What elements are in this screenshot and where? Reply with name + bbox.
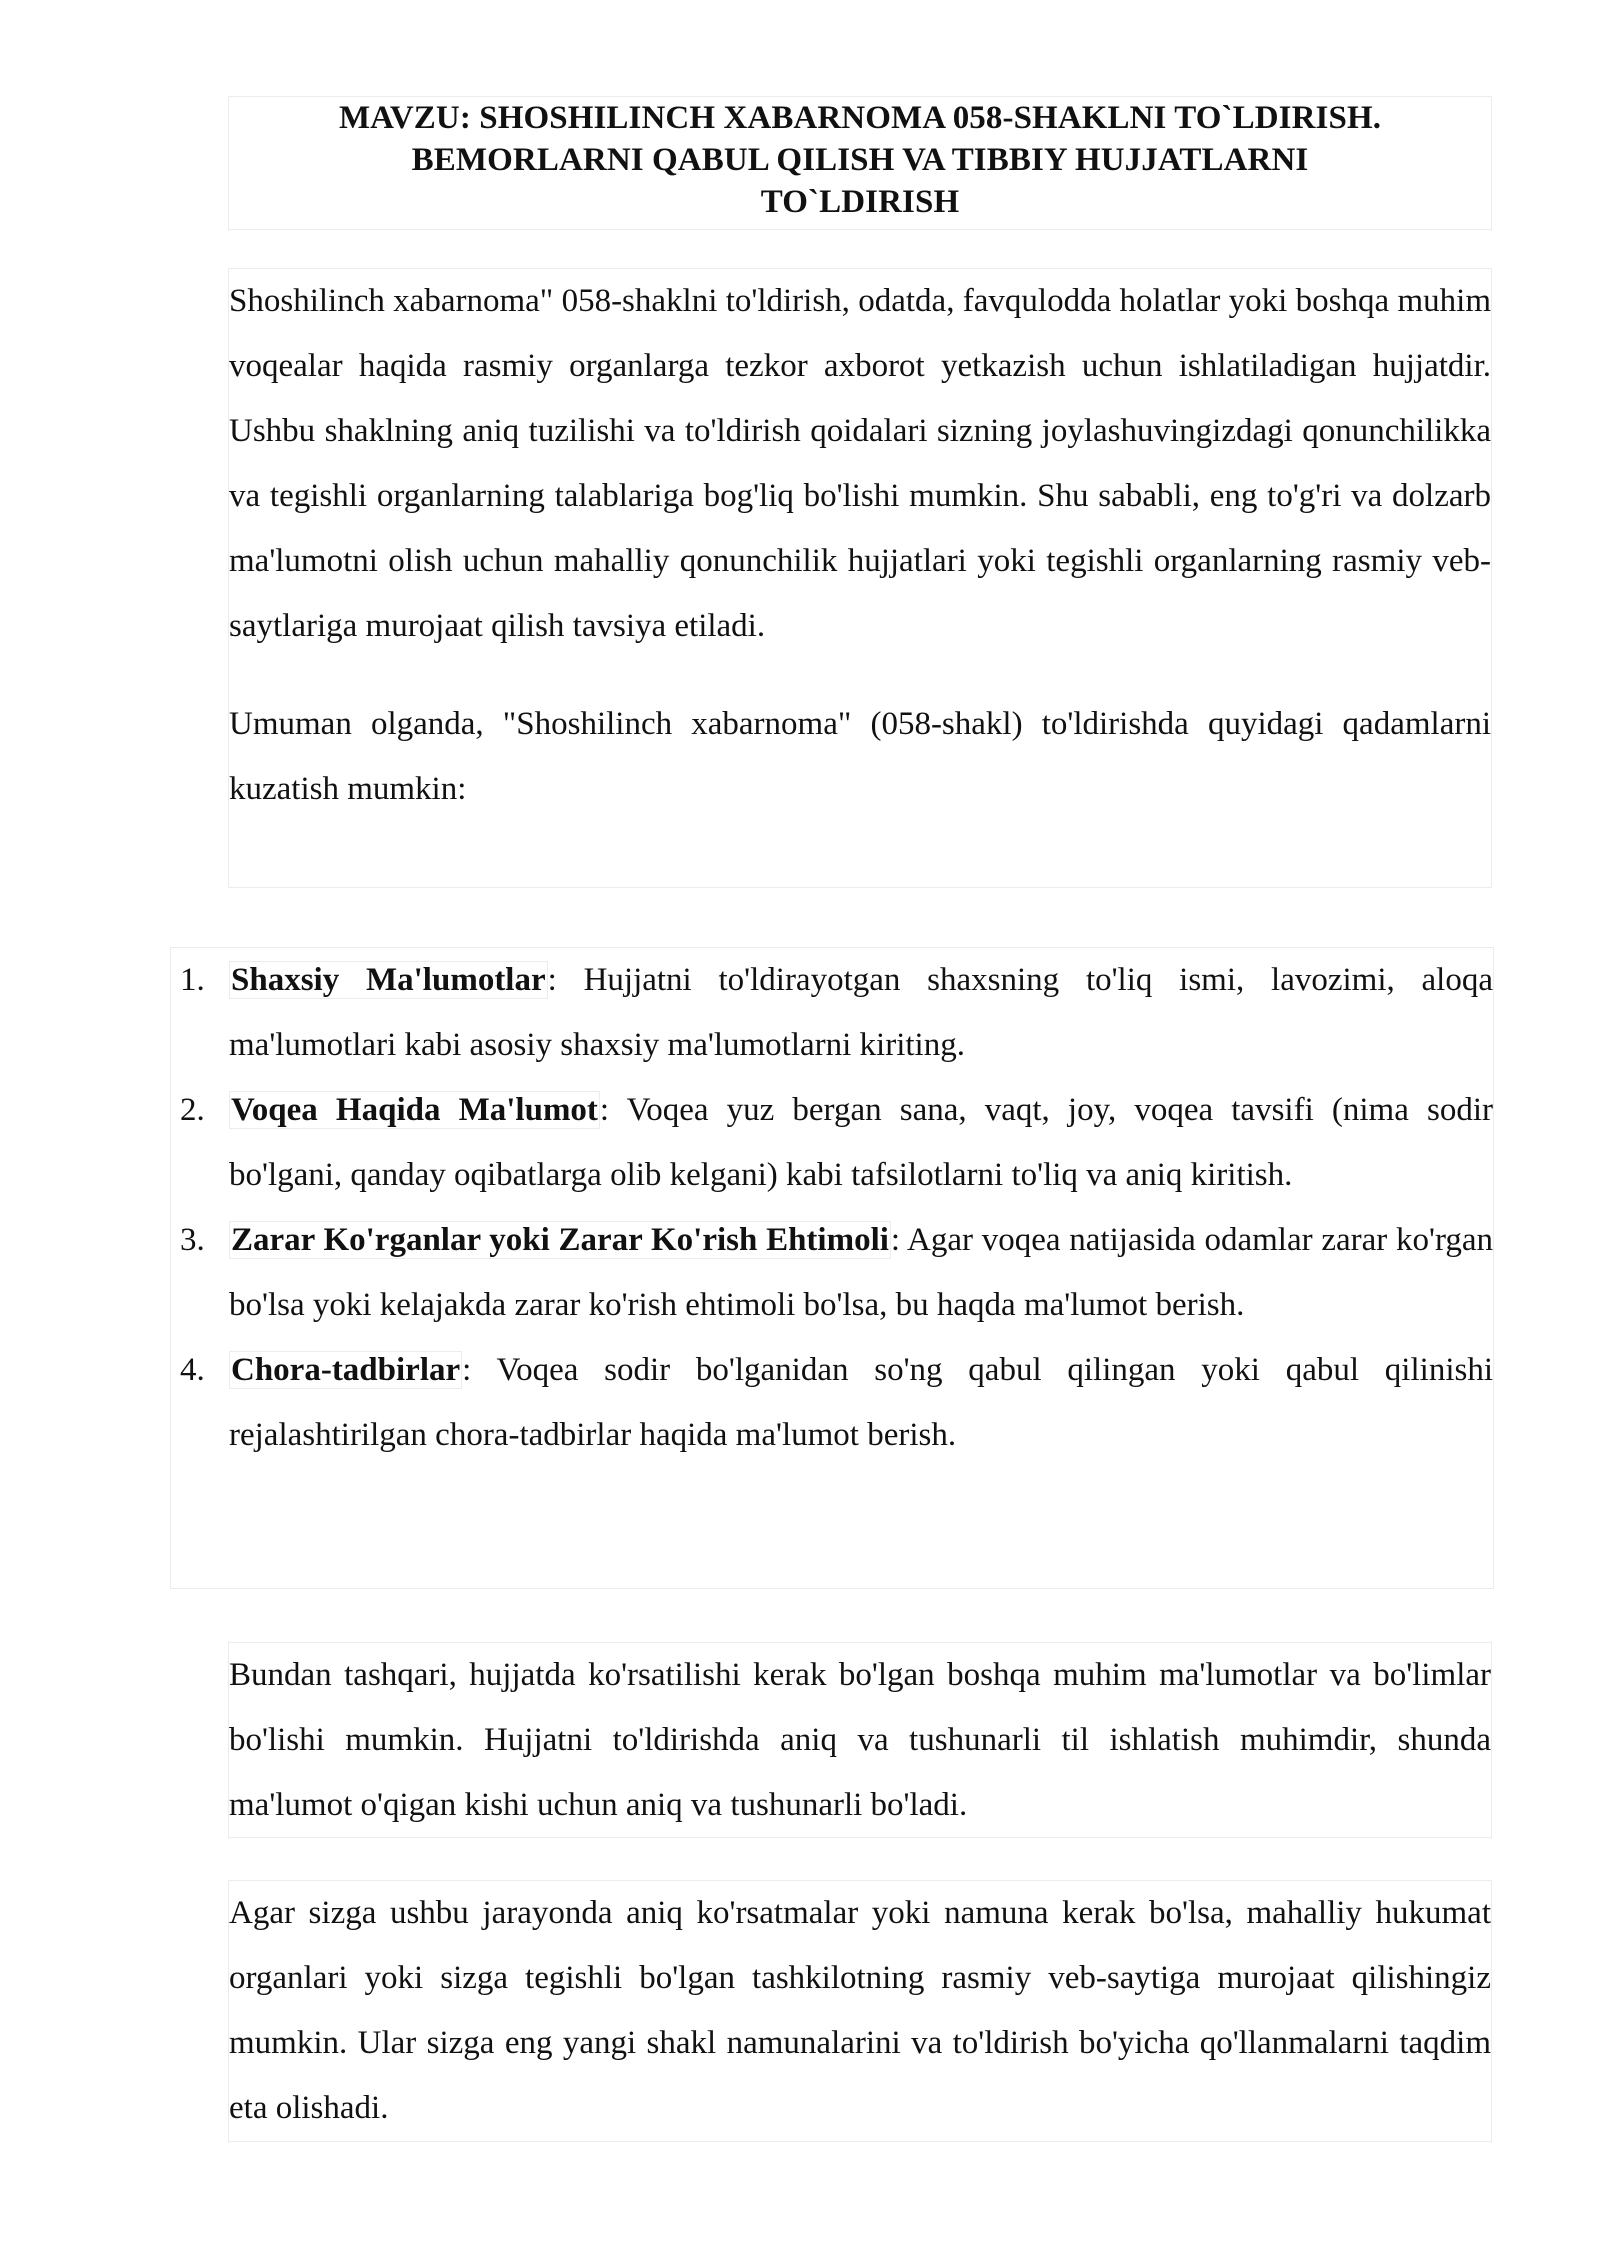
list-item-text: : Voqea yuz bergan sana, vaqt, joy, voqea tavsifi (nima sodir bo'lgani, qanday oqibatlarga olib kelgani) kabi tafsilotlarni to'liq va aniq kiritish. xyxy=(229,1092,1493,1193)
outro-section-2 xyxy=(228,1880,1492,2142)
list-item-heading: Chora-tadbirlar xyxy=(231,1352,461,1388)
list-item xyxy=(171,1078,1493,1208)
list-item-number: 1. xyxy=(180,962,205,998)
list-item xyxy=(171,948,1493,1078)
list-item-number: 3. xyxy=(180,1222,205,1258)
steps-list-section xyxy=(170,947,1494,1589)
list-item xyxy=(171,1338,1493,1468)
steps-list xyxy=(171,948,1493,1468)
intro-paragraph-1: Shoshilinch xabarnoma" 058-shaklni to'ldirish, odatda, favqulodda holatlar yoki boshqa muhim voqealar haqida rasmiy organlarga tezkor axborot yetkazish uchun ishlatiladigan hujjatdir. Ushbu shaklning aniq tuzilishi va to'ldirish qoidalari sizning joylashuvingizdagi qonunchilikka va tegishli organlarning talablariga bog'liq bo'lishi mumkin. Shu sababli, eng to'g'ri va dolzarb ma'lumotni olish uchun mahalliy qonunchilik hujjatlari yoki tegishli organlarning rasmiy veb-saytlariga murojaat qilish tavsiya etiladi. xyxy=(229,283,1491,644)
document-title xyxy=(228,96,1492,230)
list-item-text: : Agar voqea natijasida odamlar zarar ko'rgan bo'lsa yoki kelajakda zarar ko'rish ehtimoli bo'lsa, bu haqda ma'lumot berish. xyxy=(229,1222,1493,1323)
list-item-heading: Voqea Haqida Ma'lumot xyxy=(231,1092,598,1128)
list-item-number: 2. xyxy=(180,1092,205,1128)
list-item-heading: Zarar Ko'rganlar yoki Zarar Ko'rish Ehtimoli xyxy=(231,1222,889,1258)
title-line-2: BEMORLARNI QABUL QILISH VA TIBBIY HUJJATLARNI xyxy=(411,142,1309,178)
intro-paragraph-2: Umuman olganda, "Shoshilinch xabarnoma" (058-shakl) to'ldirishda quyidagi qadamlarni kuzatish mumkin: xyxy=(229,706,1491,807)
outro-paragraph-1: Bundan tashqari, hujjatda ko'rsatilishi kerak bo'lgan boshqa muhim ma'lumotlar va bo'limlar bo'lishi mumkin. Hujjatni to'ldirishda aniq va tushunarli til ishlatish muhimdir, shunda ma'lumot o'qigan kishi uchun aniq va tushunarli bo'ladi. xyxy=(229,1657,1491,1823)
title-line-1: MAVZU: SHOSHILINCH XABARNOMA 058-SHAKLNI TO`LDIRISH. xyxy=(338,100,1382,136)
list-item-text: : Voqea sodir bo'lganidan so'ng qabul qilingan yoki qabul qilinishi rejalashtirilgan chora-tadbirlar haqida ma'lumot berish. xyxy=(229,1352,1493,1453)
list-item-text: : Hujjatni to'ldirayotgan shaxsning to'liq ismi, lavozimi, aloqa ma'lumotlari kabi asosiy shaxsiy ma'lumotlarni kiriting. xyxy=(229,962,1493,1063)
list-item-number: 4. xyxy=(180,1352,205,1388)
title-line-3: TO`LDIRISH xyxy=(760,184,960,220)
outro-section-1 xyxy=(228,1642,1492,1838)
list-item-heading: Shaxsiy Ma'lumotlar xyxy=(231,962,546,998)
outro-paragraph-2: Agar sizga ushbu jarayonda aniq ko'rsatmalar yoki namuna kerak bo'lsa, mahalliy hukumat organlari yoki sizga tegishli bo'lgan tashkilotning rasmiy veb-saytiga murojaat qilishingiz mumkin. Ular sizga eng yangi shakl namunalarini va to'ldirish bo'yicha qo'llanmalarni taqdim eta olishadi. xyxy=(229,1895,1491,2126)
list-item xyxy=(171,1208,1493,1338)
intro-section xyxy=(228,268,1492,888)
